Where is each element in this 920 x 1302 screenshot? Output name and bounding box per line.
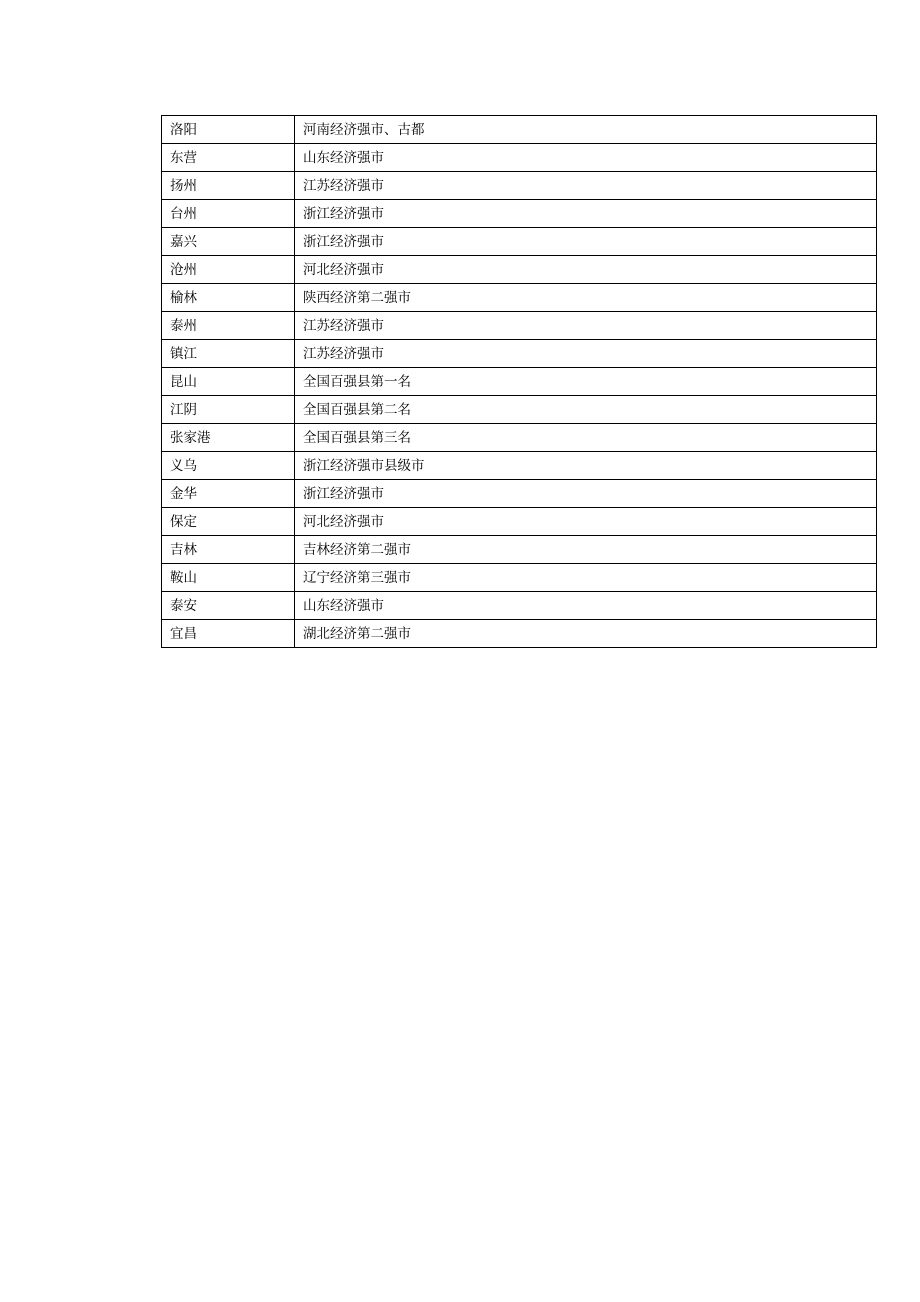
cell-description: 浙江经济强市县级市: [295, 452, 877, 480]
cell-description: 河北经济强市: [295, 256, 877, 284]
cell-description: 全国百强县第一名: [295, 368, 877, 396]
table-row: [162, 312, 877, 340]
cell-city: 台州: [162, 200, 295, 228]
table-row: [162, 228, 877, 256]
table-row: [162, 452, 877, 480]
cell-city: 张家港: [162, 424, 295, 452]
table-row: [162, 144, 877, 172]
table-row: [162, 592, 877, 620]
cell-description: 湖北经济第二强市: [295, 620, 877, 648]
cell-city: 泰州: [162, 312, 295, 340]
table-row: [162, 116, 877, 144]
cell-description: 吉林经济第二强市: [295, 536, 877, 564]
table-row: [162, 424, 877, 452]
table-row: [162, 200, 877, 228]
cell-description: 浙江经济强市: [295, 228, 877, 256]
cell-description: 河南经济强市、古都: [295, 116, 877, 144]
cell-city: 沧州: [162, 256, 295, 284]
cell-city: 扬州: [162, 172, 295, 200]
table-row: [162, 564, 877, 592]
table-row: [162, 368, 877, 396]
cell-city: 义乌: [162, 452, 295, 480]
cell-description: 全国百强县第三名: [295, 424, 877, 452]
table-row: [162, 284, 877, 312]
cell-description: 山东经济强市: [295, 144, 877, 172]
cell-description: 浙江经济强市: [295, 200, 877, 228]
cell-description: 江苏经济强市: [295, 172, 877, 200]
cell-city: 泰安: [162, 592, 295, 620]
cell-city: 镇江: [162, 340, 295, 368]
cell-city: 金华: [162, 480, 295, 508]
cell-city: 保定: [162, 508, 295, 536]
cell-city: 榆林: [162, 284, 295, 312]
table-row: [162, 536, 877, 564]
cell-description: 浙江经济强市: [295, 480, 877, 508]
cell-description: 陕西经济第二强市: [295, 284, 877, 312]
cell-city: 东营: [162, 144, 295, 172]
table-row: [162, 508, 877, 536]
cell-description: 河北经济强市: [295, 508, 877, 536]
table-row: [162, 396, 877, 424]
table-row: [162, 256, 877, 284]
cell-city: 昆山: [162, 368, 295, 396]
table-body: [162, 116, 877, 648]
cell-city: 吉林: [162, 536, 295, 564]
cell-city: 宜昌: [162, 620, 295, 648]
table-row: [162, 620, 877, 648]
cell-description: 全国百强县第二名: [295, 396, 877, 424]
cell-city: 嘉兴: [162, 228, 295, 256]
cell-description: 江苏经济强市: [295, 340, 877, 368]
city-description-table: [161, 115, 877, 648]
cell-city: 鞍山: [162, 564, 295, 592]
cell-city: 江阴: [162, 396, 295, 424]
cell-description: 山东经济强市: [295, 592, 877, 620]
cell-city: 洛阳: [162, 116, 295, 144]
table-row: [162, 480, 877, 508]
cell-description: 辽宁经济第三强市: [295, 564, 877, 592]
cell-description: 江苏经济强市: [295, 312, 877, 340]
table-row: [162, 172, 877, 200]
table-row: [162, 340, 877, 368]
